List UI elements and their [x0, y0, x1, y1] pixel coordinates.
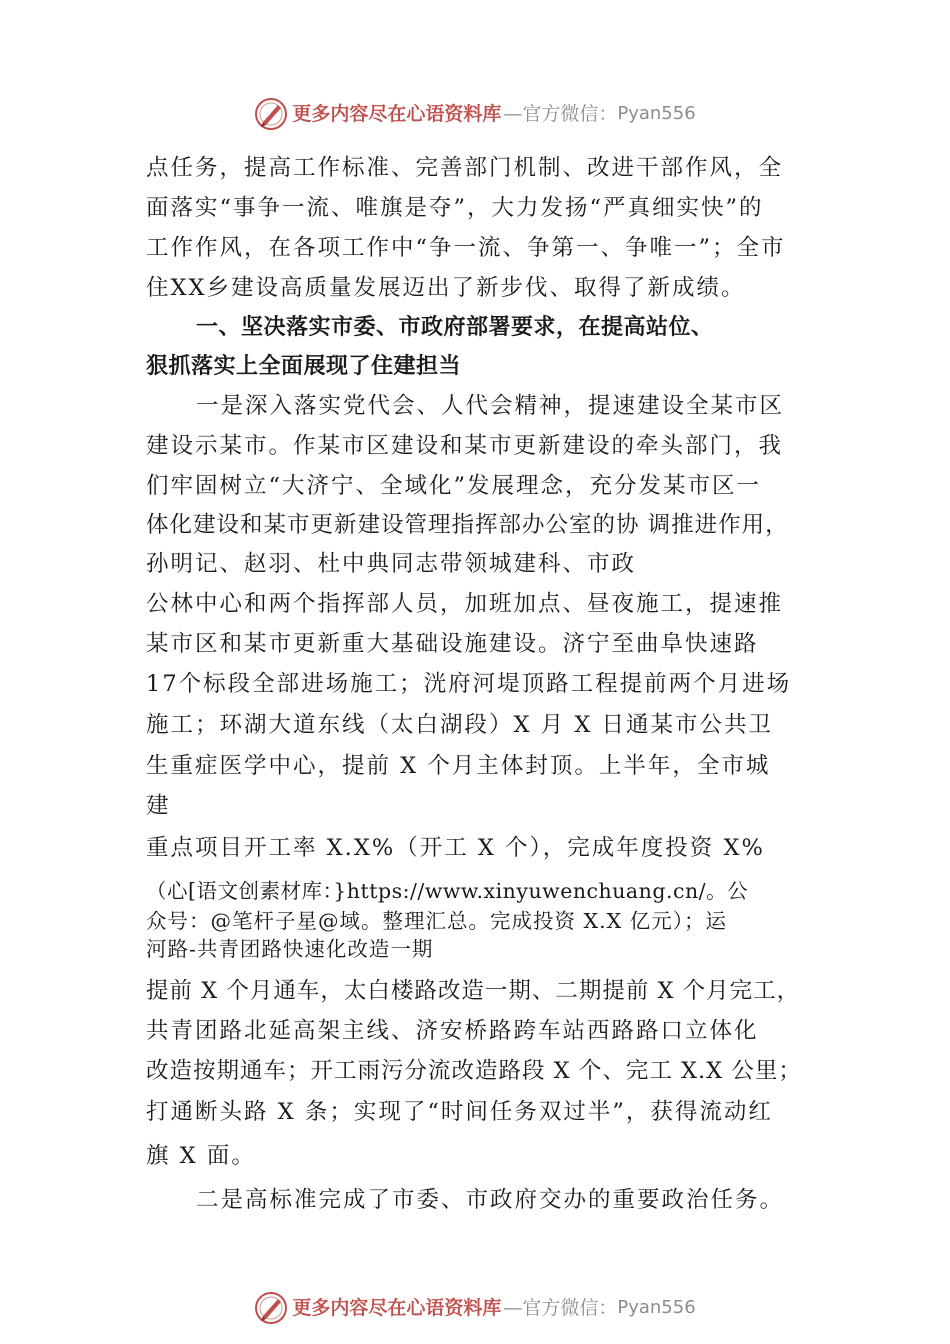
text-line: 点任务，提高工作标准、完善部门机制、改进干部作风，全 — [146, 155, 784, 181]
banner-brand-text: 更多内容尽在心语资料库 — [292, 102, 502, 125]
text-line: 建设示某市。作某市区建设和某市更新建设的牵头部门，我 — [146, 433, 784, 459]
footer-banner — [0, 1288, 950, 1328]
banner-wechat-label: —官方微信： — [503, 102, 618, 125]
text-line: （心[语文创素材库：}https://www.xinyuwenchuang.cn/。公 — [146, 879, 749, 903]
pen-seal-icon — [254, 97, 288, 131]
text-line: 孙明记、赵羽、杜中典同志带领城建科、市政 — [146, 551, 637, 577]
text-line: 施工；环湖大道东线（太白湖段）X 月 X 日通某市公共卫 — [146, 712, 773, 738]
text-line: 建 — [146, 793, 171, 819]
text-line: 们牢固树立“大济宁、全域化”发展理念，充分发某市区一 — [146, 473, 762, 499]
pen-seal-icon — [254, 1291, 288, 1325]
text-line: 改造按期通车；开工雨污分流改造路段 X 个、完工 X.X 公里； — [146, 1058, 802, 1084]
text-line: 某市区和某市更新重大基础设施建设。济宁至曲阜快速路 — [146, 631, 759, 657]
text-line: 重点项目开工率 X.X%（开工 X 个），完成年度投资 X% — [146, 835, 765, 861]
text-line: 17个标段全部进场施工；洸府河堤顶路工程提前两个月进场 — [146, 671, 792, 697]
header-banner — [0, 94, 950, 134]
text-line: 生重症医学中心，提前 X 个月主体封顶。上半年，全市城 — [146, 753, 771, 779]
text-line: 住XX乡建设高质量发展迈出了新步伐、取得了新成绩。 — [146, 275, 746, 301]
text-line: 公林中心和两个指挥部人员，加班加点、昼夜施工，提速推 — [146, 591, 784, 617]
text-line: 旗 X 面。 — [146, 1143, 256, 1169]
text-line: 打通断头路 X 条；实现了“时间任务双过半”，获得流动红 — [146, 1099, 773, 1125]
text-line: 河路-共青团路快速化改造一期 — [146, 937, 434, 961]
text-line: 共青团路北延高架主线、济安桥路跨车站西路路口立体化 — [146, 1018, 759, 1044]
text-line: 面落实“事争一流、唯旗是夺”，大力发扬“严真细实快”的 — [146, 195, 764, 221]
text-line: 体化建设和某市更新建设管理指挥部办公室的协 调推进作用， — [146, 512, 789, 538]
banner-wechat-label: —官方微信： — [503, 1296, 618, 1319]
text-line: 众号：@笔杆子星@域。整理汇总。完成投资 X.X 亿元）；运 — [146, 909, 727, 933]
text-line: 二是高标准完成了市委、市政府交办的重要政治任务。 — [196, 1187, 785, 1213]
text-line: 提前 X 个月通车，太白楼路改造一期、二期提前 X 个月完工， — [146, 978, 801, 1004]
text-line: 一是深入落实党代会、人代会精神，提速建设全某市区 — [196, 393, 785, 419]
banner-wechat-id: Pyan556 — [617, 103, 696, 124]
banner-brand-text: 更多内容尽在心语资料库 — [292, 1296, 502, 1319]
text-line: 工作作风，在各项工作中“争一流、争第一、争唯一”；全市 — [146, 235, 786, 261]
section-heading: 一、坚决落实市委、市政府部署要求，在提高站位、 — [196, 315, 714, 340]
section-heading: 狠抓落实上全面展现了住建担当 — [146, 354, 462, 379]
banner-wechat-id: Pyan556 — [617, 1297, 696, 1318]
